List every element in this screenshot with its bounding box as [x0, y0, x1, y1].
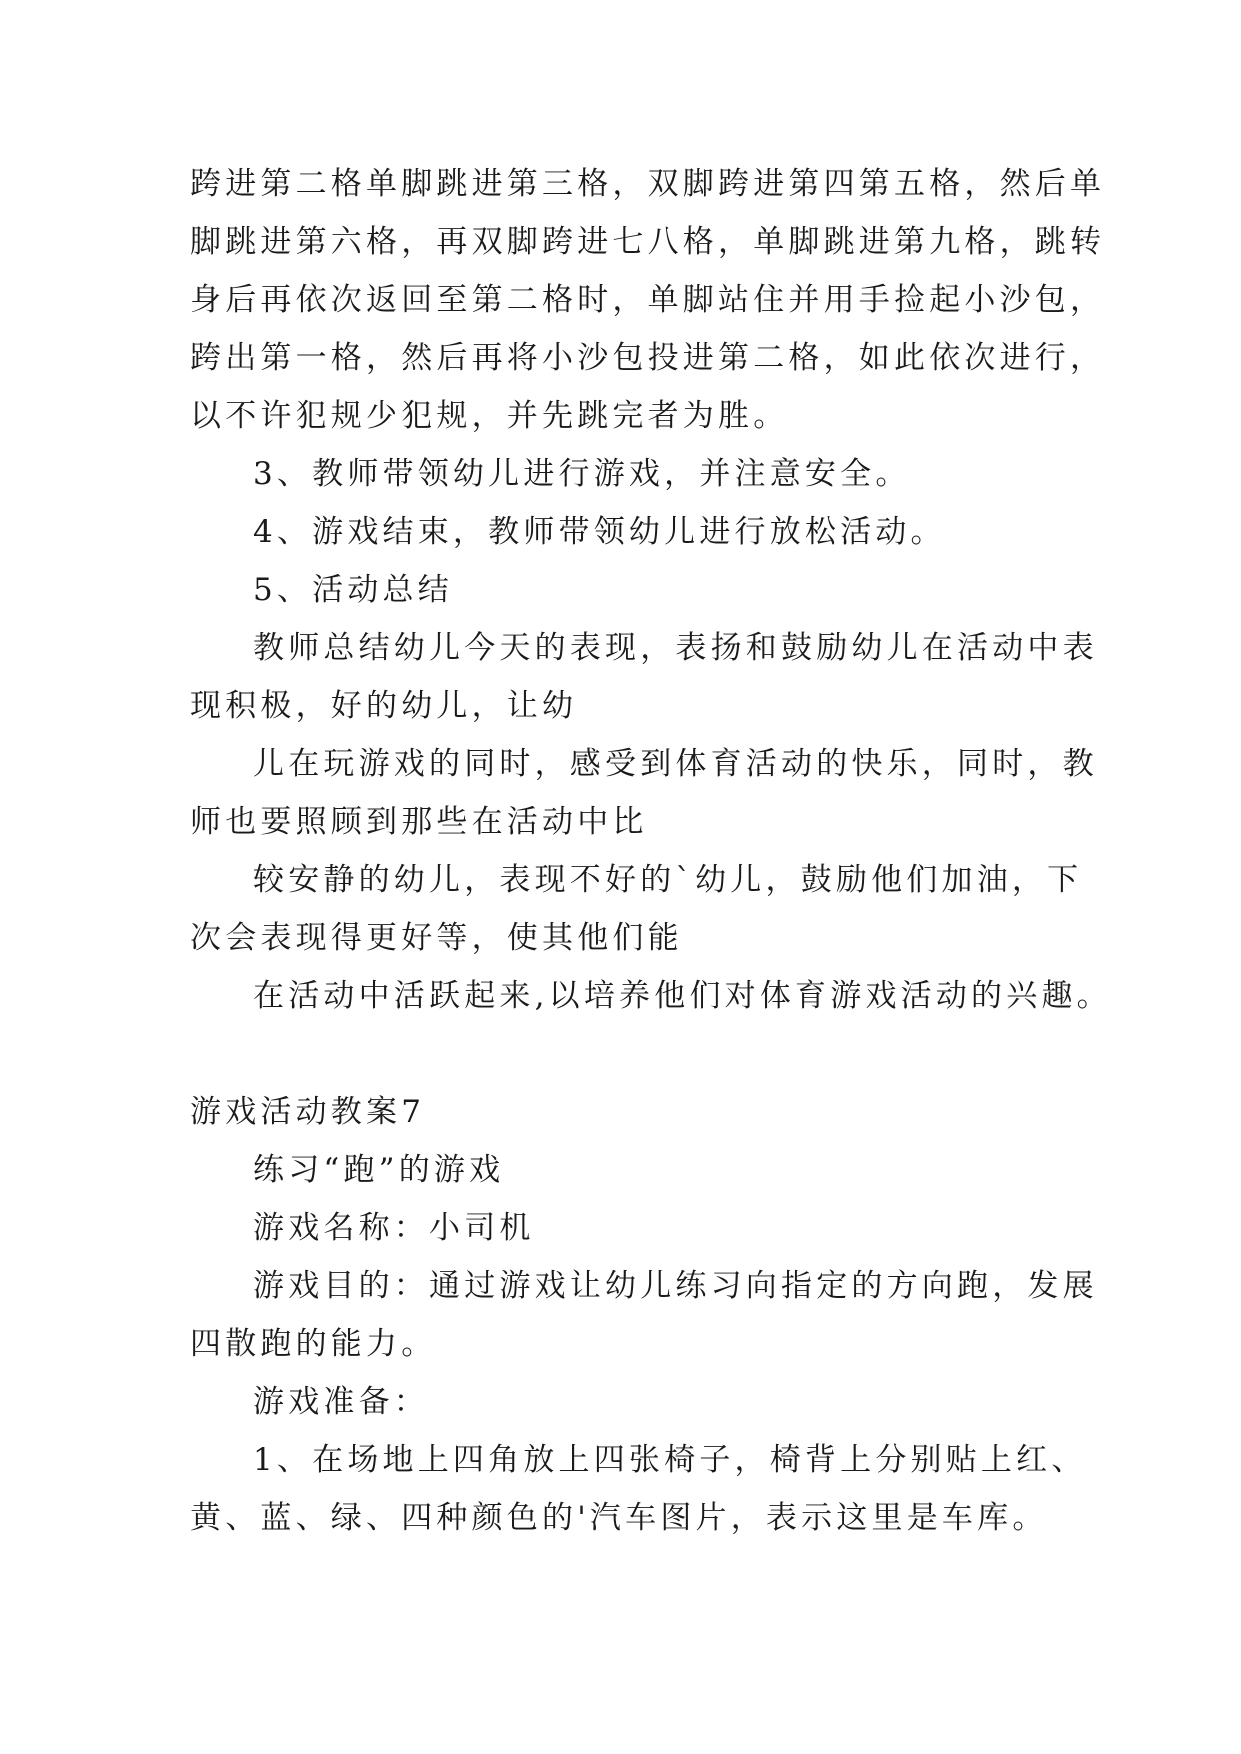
paragraph-line: 四散跑的能力。 — [190, 1326, 437, 1362]
paragraph-line: 以不许犯规少犯规，并先跳完者为胜。 — [190, 398, 789, 434]
paragraph-line: 现积极，好的幼儿，让幼 — [190, 688, 578, 724]
section-heading: 游戏活动教案7 — [190, 1094, 426, 1130]
paragraph-line: 跨进第二格单脚跳进第三格，双脚跨进第四第五格，然后单 — [190, 166, 1106, 202]
paragraph-line: 师也要照顾到那些在活动中比 — [190, 804, 648, 840]
paragraph-line: 身后再依次返回至第二格时，单脚站住并用手捡起小沙包， — [190, 282, 1106, 318]
prep-item-1: 1、在场地上四角放上四张椅子，椅背上分别贴上红、 — [253, 1442, 1087, 1478]
list-item-5: 5、活动总结 — [253, 572, 453, 608]
paragraph-line: 黄、蓝、绿、四种颜色的'汽车图片，表示这里是车库。 — [190, 1500, 1048, 1536]
paragraph-line: 次会表现得更好等，使其他们能 — [190, 920, 683, 956]
game-purpose-line: 游戏目的：通过游戏让幼儿练习向指定的方向跑，发展 — [253, 1268, 1098, 1304]
paragraph-line: 较安静的幼儿，表现不好的`幼儿，鼓励他们加油，下 — [253, 862, 1083, 898]
paragraph-line: 在活动中活跃起来,以培养他们对体育游戏活动的兴趣。 — [253, 978, 1112, 1014]
paragraph-line: 教师总结幼儿今天的表现，表扬和鼓励幼儿在活动中表 — [253, 630, 1098, 666]
paragraph-line: 儿在玩游戏的同时，感受到体育活动的快乐，同时，教 — [253, 746, 1098, 782]
subheading: 练习“跑”的游戏 — [253, 1152, 505, 1188]
list-item-3: 3、教师带领幼儿进行游戏，并注意安全。 — [253, 456, 911, 492]
paragraph-line: 跨出第一格，然后再将小沙包投进第二格，如此依次进行， — [190, 340, 1106, 376]
list-item-4: 4、游戏结束，教师带领幼儿进行放松活动。 — [253, 514, 946, 550]
game-name-line: 游戏名称：小司机 — [253, 1210, 535, 1246]
game-prep-heading: 游戏准备： — [253, 1384, 429, 1420]
paragraph-line: 脚跳进第六格，再双脚跨进七八格，单脚跳进第九格，跳转 — [190, 224, 1106, 260]
